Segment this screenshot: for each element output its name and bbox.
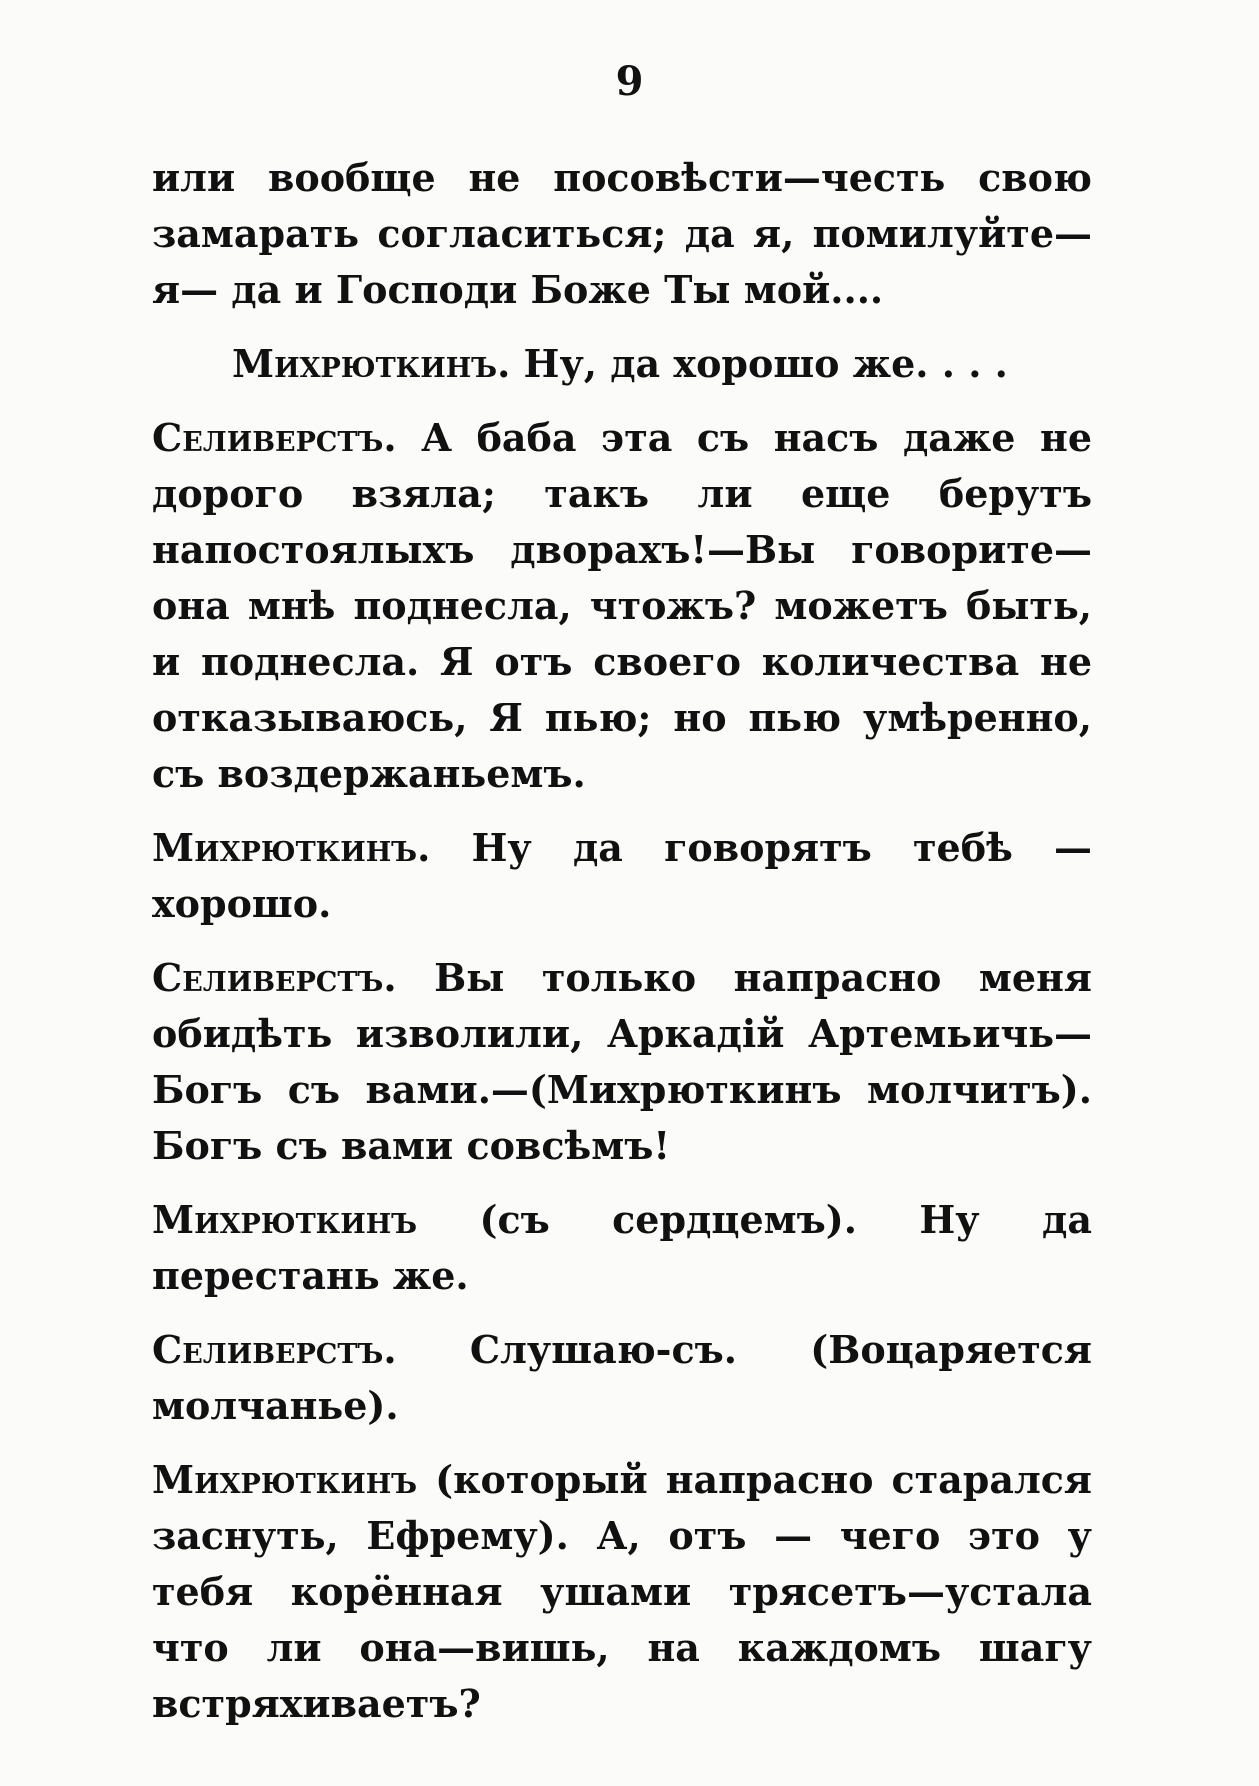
speaker-name: Михрюткинъ	[152, 1457, 418, 1502]
speaker-name: Селиверстъ.	[152, 1327, 397, 1372]
paragraph-text: А баба эта съ насъ даже не дорого взяла; такъ ли еще берутъ напостоялыхъ дворахъ!—Вы говорите—она мнѣ поднесла, чтожъ? можетъ быть, и поднесла. Я отъ своего количества не отказываюсь, Я пью; но пью умѣренно, съ воздержаньемъ.	[152, 415, 1092, 796]
page-number: 9	[615, 58, 644, 105]
paragraph-mikhryutkin-2	[152, 820, 1092, 932]
speaker-name: Михрюткинъ.	[232, 341, 511, 386]
paragraph-text: (который напрасно старался заснуть, Ефрему). А, отъ — чего это у тебя корённая ушами трясетъ—устала что ли она—вишь, на каждомъ шагу встряхиваетъ?	[152, 1457, 1092, 1726]
speaker-name: Михрюткинъ.	[152, 825, 431, 870]
paragraph-mikhryutkin-1	[152, 336, 1092, 392]
paragraph-seliverst-3	[152, 1322, 1092, 1434]
paragraph-mikhryutkin-4	[152, 1452, 1092, 1732]
paragraph-seliverst-2	[152, 950, 1092, 1174]
speaker-name: Селиверстъ.	[152, 415, 397, 460]
paragraph-text: Ну, да хорошо же. . . .	[510, 341, 1008, 386]
paragraph-text: или вообще не посовѣсти—честь свою замарать согласиться; да я, помилуйте— я— да и Господи Боже Ты мой....	[152, 155, 1092, 312]
speaker-name: Михрюткинъ	[152, 1197, 418, 1242]
paragraph-text: Слушаю-съ. (Воцаряется молчанье).	[152, 1327, 1092, 1428]
speaker-name: Селиверстъ.	[152, 955, 397, 1000]
paragraph-text: (съ сердцемъ). Ну да перестань же.	[152, 1197, 1092, 1298]
paragraph-mikhryutkin-3	[152, 1192, 1092, 1304]
paragraph-continuation	[152, 150, 1092, 318]
paragraph-seliverst-1	[152, 410, 1092, 802]
paragraph-text: Ну да говорятъ тебѣ — хорошо.	[152, 825, 1092, 926]
paragraph-text: Вы только напрасно меня обидѣть изволили, Аркадій Артемьичь—Богъ съ вами.—(Михрюткинъ молчитъ). Богъ съ вами совсѣмъ!	[152, 955, 1092, 1168]
dialogue-text	[152, 150, 1092, 1750]
